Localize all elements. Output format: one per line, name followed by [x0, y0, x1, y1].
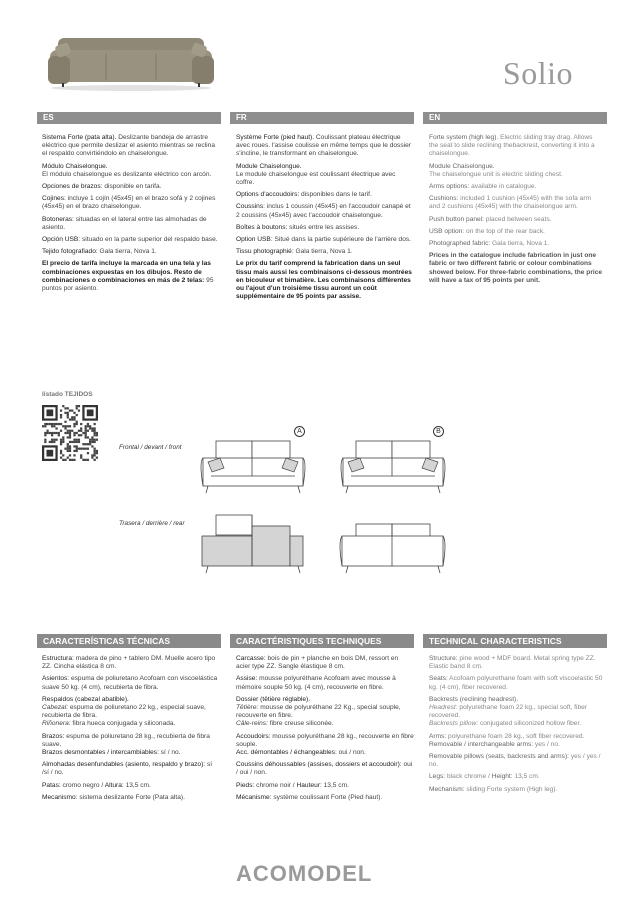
option-b-marker: B: [433, 426, 444, 437]
tech-header-fr: CARACTÉRISTIQUES TECHNIQUES: [230, 634, 414, 648]
brand-logo: ACOMODEL: [236, 861, 373, 886]
description-fr: Système Forte (pied haut). Coulissant plateau électrique avec roues. l'assise coulisse en même temps que le dossier s'incline, le transformant en chaiselongue. Module Chaiselongue. Le module chaiselongue est coulissant électrique avec coffre. Options d'accoudoirs: disponibles dans le tarif. Coussins: inclus 1 coussin (45x45) en l'accoudoir canapé et 2 coussins (45x45) avec l'accoudoir chaiselongue. Boîtes à boutons: situés entre les assises. Option USB: Situé dans la partie supérieure de l'arrière dos. Tissu photographié: Gala tierra, Nova 1. Le prix du tarif comprend la fabrication dans un seul tissu mais aussi les combinaisons ci-dessous montrées en bicouleur et bimatière. Les combinaisons différentes ou l'ajout d'un troisième tissu auront un coût supplémentaire de 95 points par assise.: [236, 134, 412, 301]
option-a-marker: A: [294, 426, 305, 437]
tech-specs-en: Structure: pine wood + MDF board. Metal spring type ZZ. Elastic band 8 cm. Seats: Acofoam polyurethane foam with soft viscoelastic 50 kg. (4 cm), fiber recovered. Backrests (reclining headrest). Headrest: polyurethane foam 22 kg., special soft, fiber recovered. Backrests pillow: conjugated siliconized hollow fiber. Arms: polyurethane foam 28 kg., soft fiber recovered. Removable / interchangeable arms: yes / no. Removable pillows (seats, backrests and arms): yes / yes / no. Legs: black chrome / Height: 13,5 cm. Mechanism: sliding Forte system (High leg).: [429, 655, 603, 793]
fabrics-label: listado TEJIDOS: [42, 391, 93, 398]
rear-view-label: Trasera / derrière / rear: [119, 520, 185, 527]
tech-specs-fr: Carcasse: bois de pin + planche en bois DM, ressort en acier type ZZ. Sangle élastique 8 cm. Assise: mousse polyuréthane Acofoam avec mousse à mémoire souple 50 kg. (4 cm), recouverte en fibre. Dossier (têtière réglable). Têtière: mousse de polyuréthane 22 Kg., special souple, recouverte en fibre. Câle-reins: fibre creuse siliconée. Accoudoirs: mousse polyuréthane 28 kg., recouverte en fibre souple. Acc. démontables / échangeables: oui / non. Coussins déhoussables (assises, dossiers et accoudoir): oui / oui / non. Pieds: chrome noir / Hauteur: 13,5 cm. Mécanisme: système coulissant Forte (Pied haut).: [236, 655, 414, 801]
qr-code-icon[interactable]: [42, 405, 98, 461]
header-fr: FR: [230, 112, 414, 124]
tech-specs-es: Estructura: madera de pino + tablero DM. Muelle acero tipo ZZ. Cincha elástica 8 cm. Asientos: espuma de poliuretano Acofoam con viscoelástica suave 50 kg. (4 cm), recubierta de fibra. Respaldos (cabezal abatible). Cabezal: espuma de poliuretano 22 kg., especial suave, recubierta de fibra. Riñonera: fibra hueca conjugada y siliconada. Brazos: espuma de poliuretano 28 kg., recubierta de fibra suave. Brazos desmontables / intercambiables: sí / no. Almohadas desenfundables (asiento, respaldo y brazo): sí /sí / no. Patas: cromo negro / Altura: 13,5 cm. Mecanismo: sistema deslizante Forte (Pata alta).: [42, 655, 218, 801]
rear-view-option-b: [336, 512, 450, 576]
front-view-label: Frontal / devant / front: [119, 444, 182, 451]
front-view-option-a: [196, 438, 310, 496]
header-en: EN: [423, 112, 607, 124]
description-es: Sistema Forte (pata alta). Deslizante bandeja de arrastre eléctrico que permite deslizar el asiento mientras se reclina el respaldo convirtiéndolo en chaiselongue. Módulo Chaiselongue. El módulo chaiselongue es deslizante eléctrico con arcón. Opciones de brazos: disponible en tarifa. Cojines: incluye 1 cojín (45x45) en el brazo sofá y 2 cojines (45x45) en el brazo chaiselongue. Botoneras: situadas en el lateral entre las almohadas de asiento. Opción USB: situado en la parte superior del respaldo base. Tejido fotografiado: Gala tierra, Nova 1. El precio de tarifa incluye la marcada en una tela y las combinaciones expuestas en los dibujos. Resto de combinaciones o combinaciones en más de 2 telas: 95 puntos por asiento.: [42, 134, 218, 293]
description-en: Forte system (high leg). Electric sliding tray drag. Allows the seat to slide reclining thebackrest, converting it into a chaiselongue. Module Chaiselongue. The chaiselongue unit is electric sliding chest. Arms options: available in catalogue. Cushions: included 1 cushion (45x45) with the sofa arm and 2 cushions (45x45) with the chaiselongue arm. Push button panel: placed between seats. USB option: on the top of the rear back. Photographed fabric: Gala tierra, Nova 1. Prices in the catalogue include fabrication in just one fabric or two different fabric or colour combinations showed below. For three-fabric combinations, the price will have a tax of 95 points per unit.: [429, 134, 603, 284]
product-title: Solio: [502, 55, 573, 91]
tech-header-es: CARACTERÍSTICAS TÉCNICAS: [37, 634, 221, 648]
sofa-photo: [46, 30, 216, 92]
front-view-option-b: [336, 438, 450, 496]
tech-header-en: TECHNICAL CHARACTERISTICS: [423, 634, 607, 648]
rear-view-option-a: [196, 512, 310, 576]
header-es: ES: [37, 112, 221, 124]
